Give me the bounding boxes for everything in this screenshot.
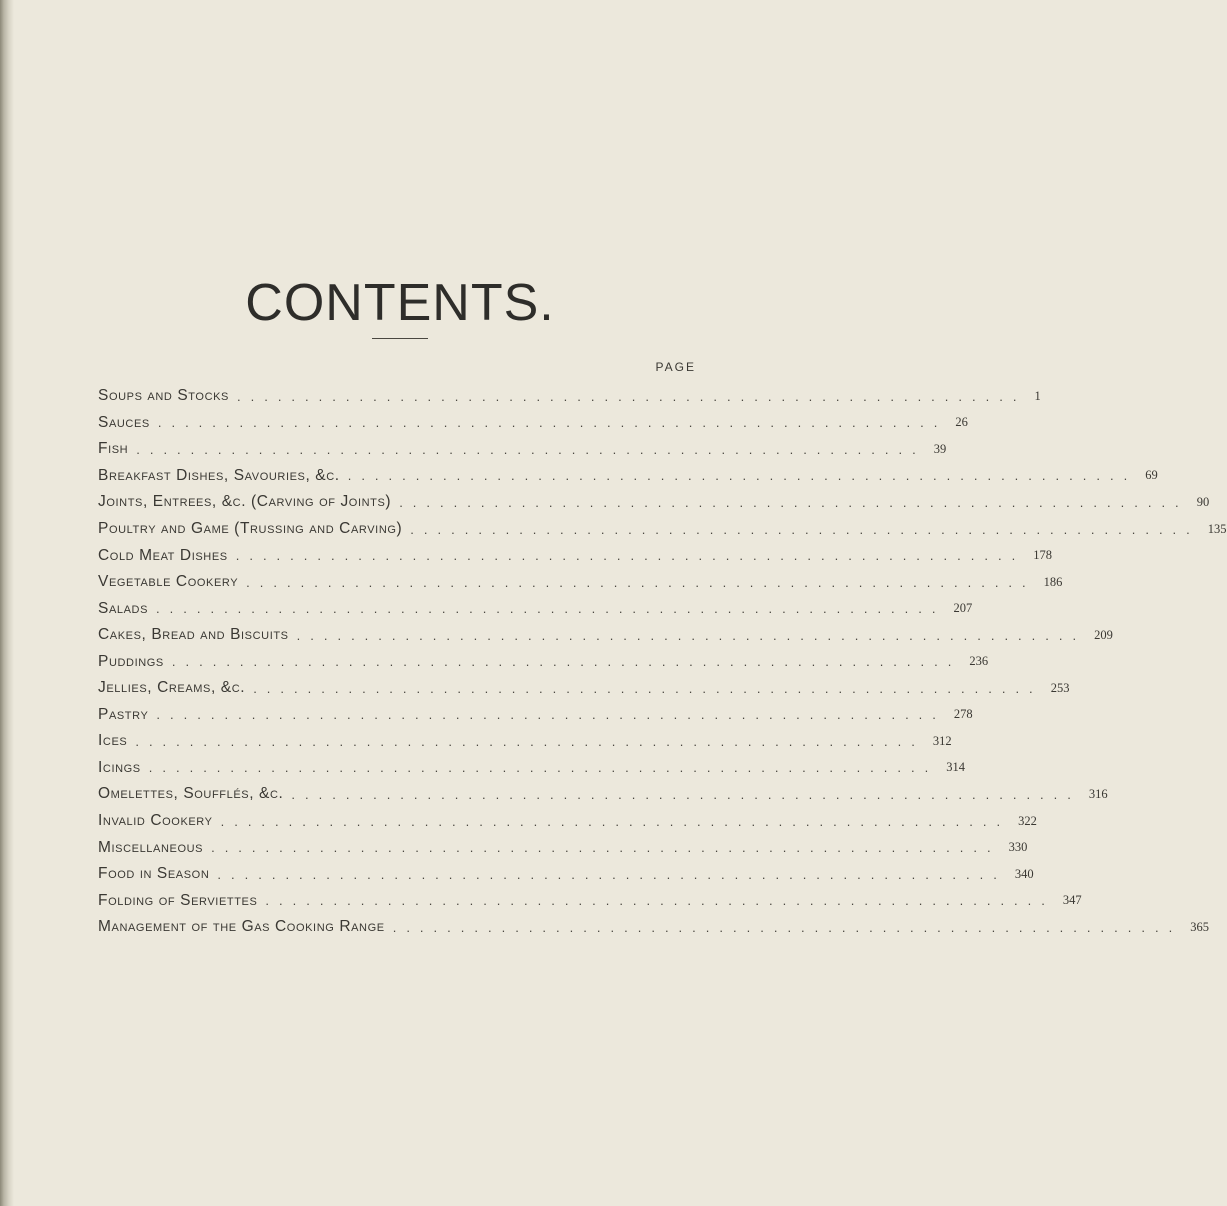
toc-entry-label: Salads bbox=[98, 599, 149, 617]
leader-dots: .......................................................... bbox=[156, 601, 946, 617]
toc-entry-page: 69 bbox=[1145, 468, 1158, 483]
leader-dots: .......................................................... bbox=[236, 388, 1027, 404]
toc-entry-page: 253 bbox=[1050, 680, 1070, 695]
leader-dots: .......................................................... bbox=[135, 733, 925, 749]
toc-entry-page: 207 bbox=[953, 601, 973, 616]
table-of-contents bbox=[98, 383, 1227, 940]
toc-entry-label: Invalid Cookery bbox=[98, 812, 213, 830]
toc-entry-page: 347 bbox=[1062, 893, 1082, 908]
toc-entry-page: 236 bbox=[969, 654, 989, 669]
leader-dots: .......................................................... bbox=[220, 813, 1011, 829]
leader-dots: .......................................................... bbox=[235, 548, 1026, 564]
toc-entry bbox=[98, 702, 973, 729]
toc-entry bbox=[98, 622, 1113, 649]
toc-entry bbox=[98, 463, 1158, 490]
toc-entry-label: Sauces bbox=[98, 413, 150, 431]
leader-dots: .......................................................... bbox=[253, 680, 1043, 696]
leader-dots: .......................................................... bbox=[246, 574, 1036, 590]
book-spine-shadow bbox=[0, 0, 14, 1206]
toc-entry-label: Icings bbox=[98, 758, 141, 776]
toc-entry-label: Food in Season bbox=[98, 865, 210, 883]
leader-dots: .......................................................... bbox=[171, 654, 962, 670]
toc-entry-page: 90 bbox=[1196, 494, 1210, 509]
leader-dots: .......................................................... bbox=[136, 441, 926, 457]
leader-dots: .......................................................... bbox=[148, 760, 939, 776]
toc-entry bbox=[98, 436, 947, 463]
toc-entry-page: 209 bbox=[1094, 627, 1113, 642]
toc-entry-label: Pastry bbox=[98, 705, 149, 723]
toc-entry-page: 316 bbox=[1088, 786, 1108, 801]
toc-entry-page: 278 bbox=[953, 707, 973, 722]
page-column-header: PAGE bbox=[655, 360, 696, 374]
toc-entry bbox=[98, 648, 989, 675]
toc-entry bbox=[98, 516, 1227, 543]
toc-entry-label: Miscellaneous bbox=[98, 838, 204, 856]
leader-dots: .......................................................... bbox=[156, 707, 946, 723]
toc-entry bbox=[98, 834, 1028, 861]
toc-entry-label: Jellies, Creams, &c. bbox=[98, 679, 246, 697]
toc-entry-label: Omelettes, Soufflés, &c. bbox=[98, 785, 284, 803]
toc-entry-page: 178 bbox=[1033, 548, 1052, 563]
toc-entry bbox=[98, 781, 1108, 808]
leader-dots: .......................................................... bbox=[410, 521, 1200, 537]
toc-entry-label: Cakes, Bread and Biscuits bbox=[98, 626, 289, 644]
leader-dots: .......................................................... bbox=[265, 893, 1055, 909]
leader-dots: .......................................................... bbox=[291, 786, 1081, 802]
toc-entry bbox=[98, 383, 1041, 410]
toc-entry bbox=[98, 489, 1210, 516]
toc-entry-label: Cold Meat Dishes bbox=[98, 546, 228, 564]
toc-entry bbox=[98, 861, 1034, 888]
toc-entry-page: 26 bbox=[955, 415, 968, 430]
toc-entry bbox=[98, 914, 1209, 941]
toc-entry bbox=[98, 887, 1082, 914]
toc-entry-label: Puddings bbox=[98, 652, 164, 670]
toc-entry-page: 312 bbox=[932, 733, 952, 748]
toc-entry-label: Breakfast Dishes, Savouries, &c. bbox=[98, 466, 340, 484]
leader-dots: .......................................................... bbox=[347, 468, 1138, 484]
toc-entry-label: Vegetable Cookery bbox=[98, 573, 239, 591]
page-title: CONTENTS. bbox=[245, 273, 555, 332]
toc-entry-label: Folding of Serviettes bbox=[98, 891, 258, 909]
toc-entry-label: Joints, Entrees, &c. (Carving of Joints) bbox=[98, 493, 392, 511]
title-rule bbox=[372, 338, 428, 339]
toc-entry-label: Ices bbox=[98, 732, 128, 750]
leader-dots: .......................................................... bbox=[399, 494, 1189, 510]
toc-entry-page: 365 bbox=[1190, 919, 1209, 934]
leader-dots: .......................................................... bbox=[296, 627, 1087, 643]
toc-entry-page: 314 bbox=[946, 760, 965, 775]
leader-dots: .......................................................... bbox=[392, 919, 1183, 935]
toc-entry-page: 340 bbox=[1014, 866, 1034, 881]
toc-entry-page: 330 bbox=[1008, 840, 1028, 855]
toc-entry bbox=[98, 542, 1052, 569]
toc-entry-page: 186 bbox=[1043, 574, 1063, 589]
toc-entry-page: 322 bbox=[1018, 813, 1037, 828]
toc-entry-page: 39 bbox=[933, 441, 947, 456]
leader-dots: .......................................................... bbox=[217, 866, 1007, 882]
toc-entry bbox=[98, 410, 968, 437]
toc-entry-page: 135 bbox=[1207, 521, 1227, 536]
leader-dots: .......................................................... bbox=[157, 415, 948, 431]
toc-entry bbox=[98, 755, 965, 782]
leader-dots: .......................................................... bbox=[211, 840, 1001, 856]
toc-entry-label: Management of the Gas Cooking Range bbox=[98, 918, 385, 936]
toc-entry-label: Soups and Stocks bbox=[98, 387, 229, 405]
toc-entry-page: 1 bbox=[1034, 388, 1041, 403]
toc-entry bbox=[98, 569, 1063, 596]
toc-entry-label: Poultry and Game (Trussing and Carving) bbox=[98, 520, 403, 537]
toc-entry bbox=[98, 808, 1037, 835]
toc-entry bbox=[98, 728, 952, 755]
toc-entry-label: Fish bbox=[98, 440, 129, 458]
toc-entry bbox=[98, 595, 973, 622]
toc-entry bbox=[98, 675, 1070, 702]
